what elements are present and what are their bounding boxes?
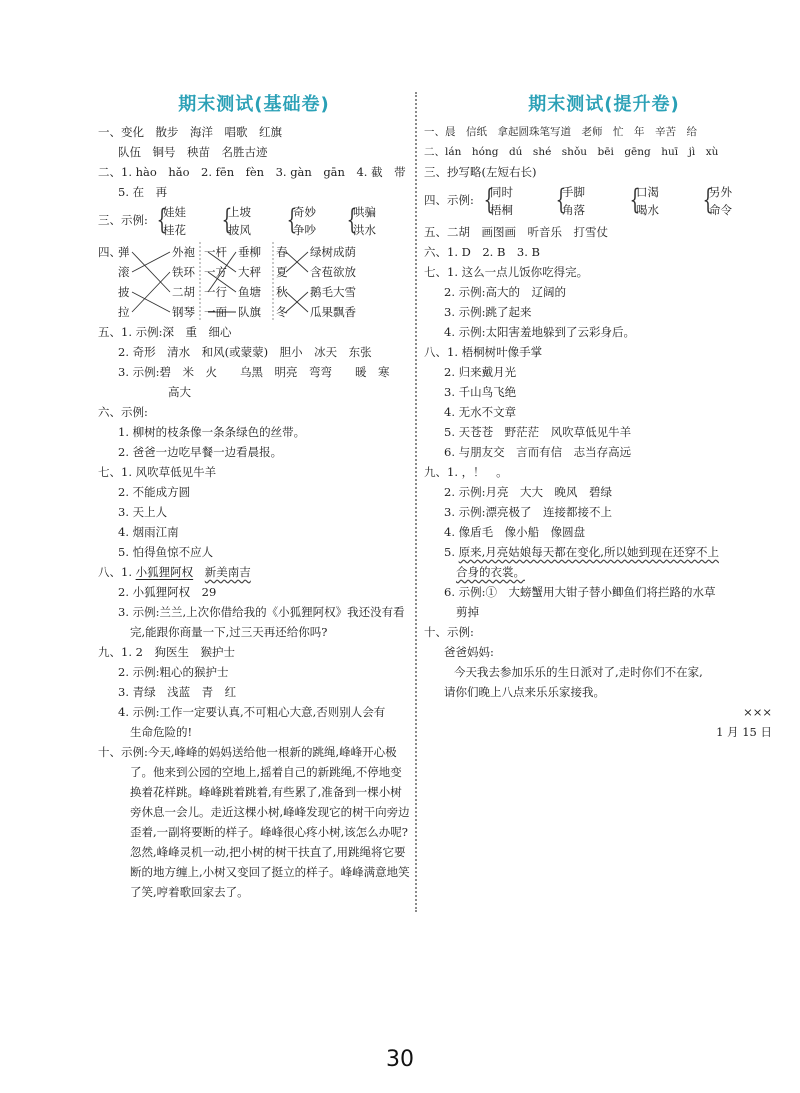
q5-line3: 3. 示例:碧 米 火 乌黑 明亮 弯弯 暖 寒: [118, 365, 390, 379]
r-q10-body1: 今天我去参加乐乐的生日派对了,走时你们不在家,: [454, 665, 703, 679]
r-q9-line1: 九、1. ，！ 。: [424, 465, 508, 479]
q4-matching: 四、 弹 滚 披 拉 外袍 铁环 二胡 钢琴 一杆 一方 一行 一面 垂柳 大秤 鱼塘 队旗 春 夏 秋 冬 绿树成荫 含苞欲放 鹅毛大雪 瓜果飘香: [98, 242, 410, 322]
q2-line1: 二、1. hào hǎo 2. fēn fèn 3. gàn gān 4. 截 带: [98, 165, 406, 179]
r-q9-line7: 6. 示例:① 大螃蟹用大钳子替小鲫鱼们将拦路的水草: [444, 585, 716, 599]
q7-line2: 2. 不能成方圆: [118, 485, 191, 499]
left-title: 期末测试(基础卷): [178, 94, 330, 115]
q10-line7: 断的地方缠上,小树又变回了挺立的样子。峰峰满意地笑: [130, 865, 410, 879]
q10-line1: 十、示例:今天,峰峰的妈妈送给他一根新的跳绳,峰峰开心极: [98, 745, 397, 759]
right-title: 期末测试(提升卷): [528, 94, 680, 115]
r-q6: 六、1. D 2. B 3. B: [424, 245, 541, 259]
q7-line1: 七、1. 风吹草低见牛羊: [98, 465, 217, 479]
q5-line2: 2. 奇形 清水 和风(或蒙蒙) 胆小 冰天 东张: [118, 345, 372, 359]
page-number: 30: [386, 1047, 414, 1072]
brace-icon: {: [629, 183, 641, 216]
brace-icon: {: [156, 203, 168, 236]
q3-label: 三、示例:: [98, 213, 148, 227]
r-q7-line1: 七、1. 这么一点儿饭你吃得完。: [424, 265, 589, 279]
q10-line5: 歪着,一副将要断的样子。峰峰很心疼小树,该怎么办呢?: [130, 825, 408, 839]
r-q7-line3: 3. 示例:跳了起来: [444, 305, 532, 319]
r-q10-greeting: 爸爸妈妈:: [444, 645, 494, 659]
q8-answer-author: 新美南吉: [204, 565, 251, 579]
r-q1: 一、晨 信纸 拿起圆珠笔写道 老师 忙 年 辛苦 给: [424, 126, 697, 138]
r-q9-5-answer-cont: 合身的衣裳。: [456, 565, 525, 579]
brace-icon: {: [483, 183, 495, 216]
r-q9-line2: 2. 示例:月亮 大大 晚风 碧绿: [444, 485, 613, 499]
r-q8-line5: 5. 天苍苍 野茫茫 风吹草低见牛羊: [444, 425, 632, 439]
r-q10-label: 十、示例:: [424, 625, 474, 639]
brace-icon: {: [702, 183, 714, 216]
r-q2: 二、lán hóng dú shé shǒu bēi gēng huī jì xù: [424, 146, 719, 158]
q6-line3: 2. 爸爸一边吃早餐一边看晨报。: [118, 445, 283, 459]
q6-line1: 六、示例:: [98, 405, 148, 419]
r-q9-line6: [424, 562, 784, 582]
q9-line5: 生命危险的!: [130, 725, 193, 739]
q7-line5: 5. 怕得鱼惊不应人: [118, 545, 214, 559]
q7-line3: 3. 天上人: [118, 505, 168, 519]
q8-line2: 2. 小狐狸阿权 29: [118, 585, 217, 599]
q5-line4: 高大: [168, 385, 191, 399]
q10-line4: 旁休息一会儿。走近这棵小树,峰峰发现它的树干向旁边: [130, 805, 410, 819]
q10-line8: 了笑,哼着歌回家去了。: [130, 885, 249, 899]
column-divider: [415, 92, 417, 912]
r-q7-line2: 2. 示例:高大的 辽阔的: [444, 285, 567, 299]
right-column: [424, 90, 784, 742]
r-q8-line3: 3. 千山鸟飞绝: [444, 385, 517, 399]
r-q10-body2: 请你们晚上八点来乐乐家接我。: [444, 685, 605, 699]
brace-icon: {: [286, 203, 298, 236]
r-q3: 三、抄写略(左短右长): [424, 165, 537, 179]
r-q9-5-answer: 原来,月亮姑娘每天都在变化,所以她到现在还穿不上: [458, 545, 719, 559]
q1-line2: 队伍 铜号 秧苗 名胜古迹: [118, 145, 268, 159]
brace-icon: {: [221, 203, 233, 236]
r-q7-line4: 4. 示例:太阳害羞地躲到了云彩身后。: [444, 325, 636, 339]
q6-line2: 1. 柳树的枝条像一条条绿色的丝带。: [118, 425, 306, 439]
q9-line2: 2. 示例:粗心的猴护士: [118, 665, 229, 679]
r-q10-signature: ×××: [743, 705, 772, 719]
q10-line3: 换着花样跳。峰峰跳着跳着,有些累了,准备到一棵小树: [130, 785, 402, 799]
q8-answer-title: 小狐狸阿权: [135, 565, 194, 579]
r-q10-date: 1 月 15 日: [716, 725, 772, 739]
r-q8-line6: 6. 与朋友交 言而有信 志当存高远: [444, 445, 632, 459]
q9-line1: 九、1. 2 狗医生 猴护士: [98, 645, 235, 659]
q10-line2: 了。他来到公园的空地上,摇着自己的新跳绳,不停地变: [130, 765, 402, 779]
q2-line2: 5. 在 再: [118, 185, 168, 199]
q9-line4: 4. 示例:工作一定要认真,不可粗心大意,否则别人会有: [118, 705, 386, 719]
q10-line6: 忽然,峰峰灵机一动,把小树的树干扶直了,用跳绳将它要: [130, 845, 406, 859]
q4-label: 四、: [98, 245, 121, 259]
q8-line1: 八、1. 小狐狸阿权 新美南吉: [98, 565, 251, 579]
r-q9-line4: 4. 像盾毛 像小船 像圆盘: [444, 525, 586, 539]
left-column: [98, 90, 410, 902]
r-q8-line1: 八、1. 梧桐树叶像手掌: [424, 345, 543, 359]
q8-line3: 3. 示例:兰兰,上次你借给我的《小狐狸阿权》我还没有看: [118, 605, 405, 619]
r-q5: 五、二胡 画图画 听音乐 打雪仗: [424, 225, 608, 239]
r-q4-label: 四、示例:: [424, 193, 474, 207]
q5-line1: 五、1. 示例:深 重 细心: [98, 325, 232, 339]
q9-line3: 3. 青绿 浅蓝 青 红: [118, 685, 237, 699]
q8-line4: 完,能跟你商量一下,过三天再还给你吗?: [130, 625, 328, 639]
r-q4-braces: 四、示例: { 同时 梧桐 { 手脚 角落 { 口渴 喝水 { 另外 命令: [424, 183, 732, 217]
r-q8-line2: 2. 归来戴月光: [444, 365, 517, 379]
q1-line1: 一、变化 散步 海洋 唱歌 红旗: [98, 125, 282, 139]
q7-line4: 4. 烟雨江南: [118, 525, 179, 539]
r-q9-line5: 5. 原来,月亮姑娘每天都在变化,所以她到现在还穿不上: [444, 545, 719, 559]
brace-icon: {: [555, 183, 567, 216]
q3-braces: 三、示例: { 娃娃 桂花 { 上坡 披风 { 奇妙 争吵 { 哄骗 洪水: [98, 203, 376, 237]
r-q9-line8: 剪掉: [456, 605, 479, 619]
r-q8-line4: 4. 无水不文章: [444, 405, 517, 419]
r-q9-line3: 3. 示例:漂亮极了 连接都接不上: [444, 505, 613, 519]
brace-icon: {: [346, 203, 358, 236]
